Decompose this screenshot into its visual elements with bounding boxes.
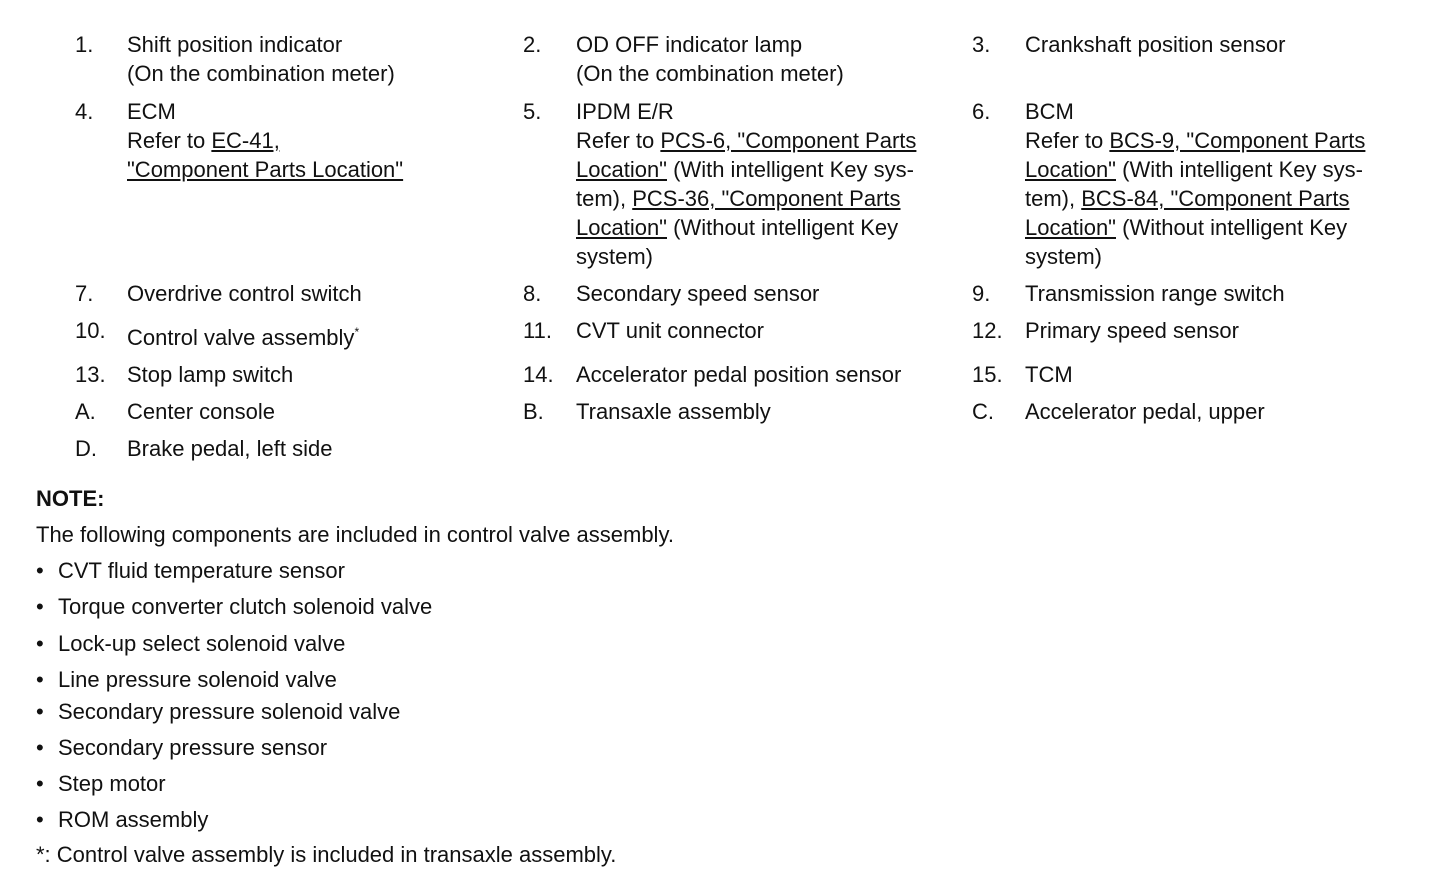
item-number: 11.: [523, 318, 552, 343]
reference-note: (With intelligent Key sys-: [1116, 157, 1363, 182]
item-reference: [1025, 213, 1347, 242]
item-number: 6.: [972, 99, 991, 124]
item-letter: A.: [75, 399, 96, 424]
item-number: 2.: [523, 32, 542, 57]
item-number: 15.: [972, 362, 1003, 387]
refer-text: Refer to: [127, 128, 212, 153]
item-label: [127, 323, 359, 352]
refer-text: Refer to: [1025, 128, 1110, 153]
note-intro: The following components are included in control valve assembly.: [36, 522, 674, 547]
reference-note: tem),: [1025, 186, 1082, 211]
item-number: 4.: [75, 99, 94, 124]
item-reference: [1025, 184, 1350, 213]
bullet-icon: •: [36, 667, 44, 692]
item-number: 13.: [75, 362, 106, 387]
item-label: TCM: [1025, 362, 1073, 387]
item-number: 14.: [523, 362, 554, 387]
reference-note: tem),: [576, 186, 633, 211]
item-label: OD OFF indicator lamp: [576, 32, 803, 57]
item-number: 9.: [972, 281, 991, 306]
bullet-icon: •: [36, 807, 44, 832]
link-component-parts-location[interactable]: "Component Parts Location": [127, 157, 404, 182]
list-item-text: Secondary pressure sensor: [58, 735, 328, 760]
link-pcs-6[interactable]: PCS-6, "Component Parts: [660, 128, 917, 153]
item-letter: D.: [75, 436, 97, 461]
list-item-text: Line pressure solenoid valve: [58, 667, 337, 692]
item-label: Transmission range switch: [1025, 281, 1285, 306]
reference-note: (Without intelligent Key: [1116, 215, 1348, 240]
reference-note: (Without intelligent Key: [667, 215, 899, 240]
item-reference: [1025, 126, 1365, 155]
item-label-text: Control valve assembly: [127, 325, 355, 350]
note-label: NOTE:: [36, 486, 105, 511]
footnote-marker: *: [354, 325, 360, 339]
link-bcs-9[interactable]: BCS-9, "Component Parts: [1109, 128, 1366, 153]
item-sublabel: (On the combination meter): [127, 61, 395, 86]
item-number: 5.: [523, 99, 542, 124]
item-sublabel: (On the combination meter): [576, 61, 844, 86]
item-label: Accelerator pedal, upper: [1025, 399, 1265, 424]
item-label: Secondary speed sensor: [576, 281, 820, 306]
bullet-icon: •: [36, 735, 44, 760]
item-label: BCM: [1025, 99, 1074, 124]
bullet-icon: •: [36, 699, 44, 724]
item-letter: B.: [523, 399, 544, 424]
item-reference: [127, 126, 280, 155]
item-label: ECM: [127, 99, 176, 124]
item-label: Center console: [127, 399, 275, 424]
item-label: CVT unit connector: [576, 318, 764, 343]
item-reference: [1025, 155, 1363, 184]
list-item-text: ROM assembly: [58, 807, 209, 832]
list-item-text: Torque converter clutch solenoid valve: [58, 594, 433, 619]
reference-note: system): [576, 244, 653, 269]
link-bcs-9-location[interactable]: Location": [1025, 157, 1116, 182]
item-label: Transaxle assembly: [576, 399, 771, 424]
item-letter: C.: [972, 399, 994, 424]
link-bcs-84-location[interactable]: Location": [1025, 215, 1116, 240]
link-ec-41[interactable]: EC-41,: [211, 128, 280, 153]
item-reference: [576, 126, 916, 155]
item-label: Overdrive control switch: [127, 281, 362, 306]
item-label: Shift position indicator: [127, 32, 343, 57]
item-reference: [576, 155, 914, 184]
bullet-icon: •: [36, 558, 44, 583]
link-pcs-36[interactable]: PCS-36, "Component Parts: [632, 186, 901, 211]
bullet-icon: •: [36, 631, 44, 656]
reference-note: system): [1025, 244, 1102, 269]
item-number: 12.: [972, 318, 1003, 343]
item-label: Brake pedal, left side: [127, 436, 333, 461]
item-number: 7.: [75, 281, 94, 306]
list-item-text: Secondary pressure solenoid valve: [58, 699, 401, 724]
list-item-text: Step motor: [58, 771, 166, 796]
bullet-icon: •: [36, 594, 44, 619]
list-item-text: CVT fluid temperature sensor: [58, 558, 345, 583]
item-reference: [576, 213, 898, 242]
refer-text: Refer to: [576, 128, 661, 153]
link-pcs-36-location[interactable]: Location": [576, 215, 667, 240]
item-label: IPDM E/R: [576, 99, 674, 124]
item-number: 8.: [523, 281, 542, 306]
item-number: 1.: [75, 32, 94, 57]
link-pcs-6-location[interactable]: Location": [576, 157, 667, 182]
item-label: Primary speed sensor: [1025, 318, 1239, 343]
item-number: 10.: [75, 318, 106, 343]
link-bcs-84[interactable]: BCS-84, "Component Parts: [1081, 186, 1350, 211]
item-reference: [576, 184, 901, 213]
item-label: Accelerator pedal position sensor: [576, 362, 902, 387]
item-label: Stop lamp switch: [127, 362, 294, 387]
item-label: Crankshaft position sensor: [1025, 32, 1286, 57]
reference-note: (With intelligent Key sys-: [667, 157, 914, 182]
bullet-icon: •: [36, 771, 44, 796]
footnote: *: Control valve assembly is included in transaxle assembly.: [36, 842, 617, 867]
list-item-text: Lock-up select solenoid valve: [58, 631, 346, 656]
item-number: 3.: [972, 32, 991, 57]
